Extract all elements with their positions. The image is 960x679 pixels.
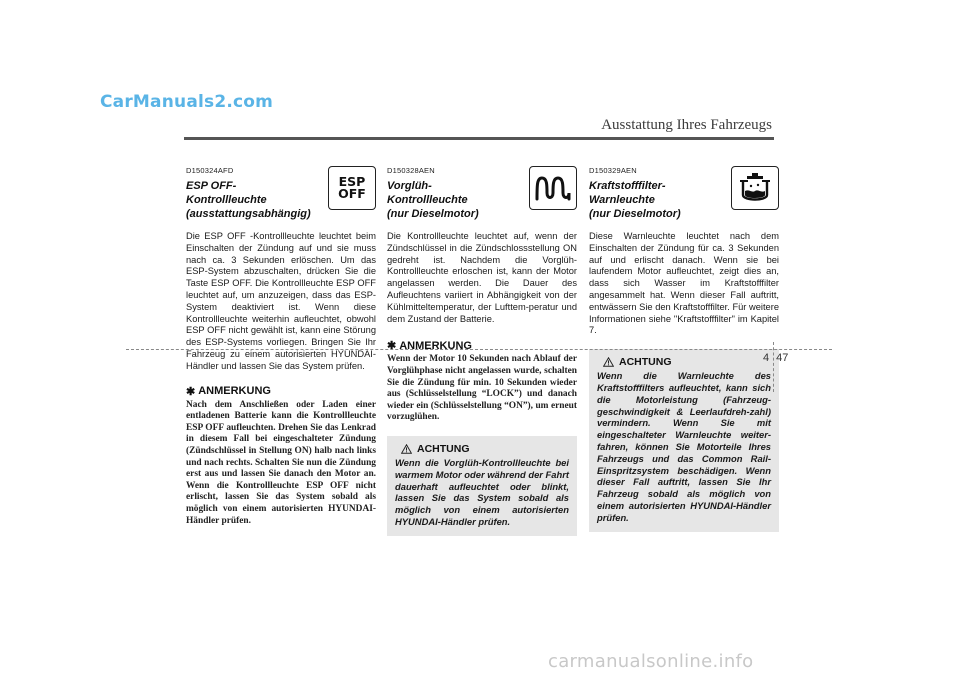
esp-icon-label: ESP xyxy=(338,174,366,189)
note-paragraph: Wenn der Motor 10 Sekunden nach Ablauf der Vorglühphase nicht angelassen wurde, schalten Sie die Zündung für min. 10 Sekunden wieder aus (Schlüsselstellung “LOCK”) und danach wieder ein (Schlüsselstellung “ON”), um erneut vorzuglühen. xyxy=(387,354,577,423)
warning-triangle-icon xyxy=(401,444,412,454)
footer-rule xyxy=(126,349,832,350)
body-paragraph: Die Kontrollleuchte leuchtet auf, wenn der Zündschlüssel in die Zündschlossstellung ON gedreht ist. Nachdem die Vorglüh-Kontrollleuchte erloschen ist, kann der Motor angelassen werden. Die Dauer des Aufleuchtens variiert in Abhängigkeit von der Kühlmitteltemperatur, der Lufttem-peratur und dem Zustand der Batterie. xyxy=(387,231,577,324)
header-rule xyxy=(184,137,774,140)
warning-heading xyxy=(603,356,771,368)
heading-line: Kraftstofffilter-Warnleuchte xyxy=(589,180,666,206)
note-paragraph: Nach dem Anschließen oder Laden einer entladenen Batterie kann die Kontrollleuchte ESP OFF aufleuchten. Drehen Sie das Lenkrad in diesem Fall bei eingeschalteter Zündung (Zündschlüssel in Stellung ON) halb nach links und nach rechts. Schalten Sie nun die Zündung erst aus und lassen Sie danach den Motor an. Wenn die Kontrollleuchte ESP OFF nicht erlischt, lassen Sie das System sobald als möglich von einem autorisierten HYUNDAI-Händler prüfen. xyxy=(186,399,376,526)
warning-box xyxy=(589,349,779,531)
note-title-label: ANMERKUNG xyxy=(198,385,271,398)
section-header-title: Ausstattung Ihres Fahrzeugs xyxy=(601,117,772,133)
section-code: D150324AFD xyxy=(186,166,234,175)
warning-paragraph: Wenn die Warnleuchte des Kraftstofffilters aufleuchtet, kann sich die Motorleistung (Fahrzeug-geschwindigkeit & Leerlaufdreh-zahl) vermindern. Wenn Sie mit eingeschalteter Warnleuchte weiter-fahren, können Sie Motorteile Ihres Fahrzeugs und das Common Rail-Einspritzsystem beschädigen. Wenn dieser Fall auftritt, lassen Sie Ihr Fahrzeug sobald als möglich von einem autorisierten HYUNDAI-Händler prüfen. xyxy=(597,370,771,523)
column-esp-off xyxy=(186,166,376,527)
body-paragraph: Diese Warnleuchte leuchtet nach dem Einschalten der Zündung für ca. 3 Sekunden auf und erlischt danach. Wenn sie bei laufendem Motor aufleuchtet, zeigt dies an, dass sich Wasser im Kraftstofffilter angesammelt hat. Wenn dieser Fall auftritt, entwässern Sie den Kraftstofffilter. Für weitere Informationen siehe "Kraftstofffilter" im Kapitel 7. xyxy=(589,231,779,336)
fuel-filter-icon xyxy=(731,166,779,210)
warning-paragraph: Wenn die Vorglüh-Kontrollleuchte bei warmem Motor oder während der Fahrt dauerhaft aufleuchtet oder blinkt, lassen Sie das System sobald als möglich von einem autorisierten HYUNDAI-Händler prüfen. xyxy=(395,456,569,527)
note-star-icon: ✱ xyxy=(387,340,397,353)
section-code: D150329AEN xyxy=(589,166,637,175)
watermark-carmanuals2: CarManuals2.com xyxy=(100,92,274,112)
section-heading xyxy=(186,179,311,225)
warning-title-label: ACHTUNG xyxy=(417,442,470,455)
footer-divider xyxy=(773,342,774,392)
chapter-number: 4 xyxy=(763,352,770,364)
note-heading xyxy=(186,385,376,398)
glow-plug-icon xyxy=(529,166,577,210)
heading-line: Vorglüh-Kontrollleuchte xyxy=(387,180,468,206)
section-heading xyxy=(387,179,505,225)
section-heading xyxy=(589,179,707,225)
note-title-label: ANMERKUNG xyxy=(399,339,472,352)
esp-off-icon xyxy=(328,166,376,210)
section-code: D150328AEN xyxy=(387,166,435,175)
heading-line: (nur Dieselmotor) xyxy=(387,208,479,220)
page-number-value: 47 xyxy=(776,352,789,364)
watermark-carmanualsonline: carmanualsonline.info xyxy=(548,651,754,672)
warning-title-label: ACHTUNG xyxy=(619,356,672,369)
body-paragraph: Die ESP OFF -Kontrollleuchte leuchtet beim Einschalten der Zündung auf und sie muss nach ca. 3 Sekunden erlöschen. Um das ESP-System abzuschalten, drücken Sie die Taste ESP OFF. Die Kontrollleuchte ESP OFF leuchtet auf, um anzuzeigen, dass das ESP-System deaktiviert ist. Wenn diese Kontrollleuchte weiterhin aufleuchtet, obwohl ESP OFF nicht gewählt ist, kann eine Störung des ESP-Systems vorliegen. Bringen Sie Ihr Fahrzeug zu einem autorisierten HYUNDAI-Händler und lassen Sie das System prüfen. xyxy=(186,231,376,371)
note-star-icon: ✱ xyxy=(186,385,196,398)
column-glow-plug xyxy=(387,166,577,536)
off-icon-label: OFF xyxy=(338,186,366,201)
warning-heading xyxy=(401,443,569,455)
note-heading xyxy=(387,339,577,352)
heading-line: ESP OFF-Kontrollleuchte xyxy=(186,180,267,206)
warning-triangle-icon xyxy=(603,357,614,367)
heading-line: (nur Dieselmotor) xyxy=(589,208,681,220)
page-number xyxy=(763,352,788,364)
warning-box xyxy=(387,436,577,536)
heading-line: (ausstattungsabhängig) xyxy=(186,208,311,220)
